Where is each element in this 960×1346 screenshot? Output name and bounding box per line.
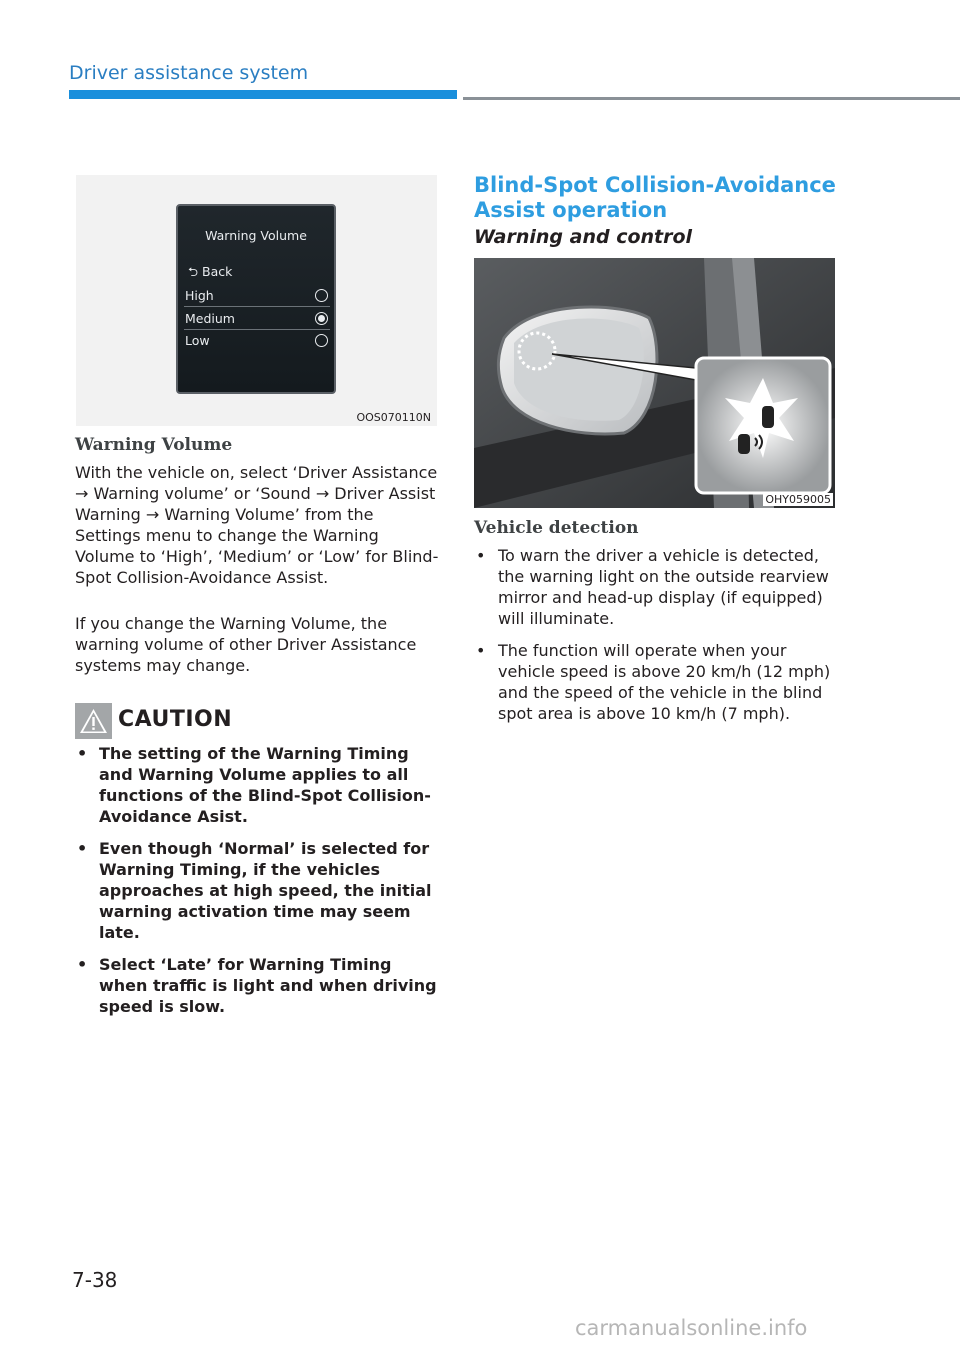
- detection-item: [474, 640, 838, 724]
- option-low[interactable]: [184, 330, 330, 352]
- detection-item-text: The function will operate when your vehicle speed is above 20 km/h (12 mph) and the speed of the vehicle in the blind spot area is above 10 km/h (7 mph).: [498, 641, 831, 723]
- caution-icon: [75, 703, 112, 739]
- page-header-title: Driver assistance system: [69, 62, 309, 84]
- option-label: High: [185, 288, 214, 303]
- option-medium[interactable]: [184, 308, 330, 330]
- caution-item: [75, 743, 439, 827]
- watermark: carmanualsonline.info: [575, 1316, 808, 1340]
- detection-item: [474, 545, 838, 629]
- vehicle-detection-heading: Vehicle detection: [474, 518, 639, 538]
- back-label: Back: [202, 264, 233, 279]
- page-number: 7-38: [72, 1268, 118, 1292]
- bullet-icon: •: [476, 546, 486, 565]
- radio-empty-icon[interactable]: [315, 334, 328, 347]
- caution-list: [75, 743, 439, 1028]
- warning-volume-figure: [76, 175, 437, 426]
- back-button[interactable]: [188, 263, 232, 284]
- option-label: Low: [185, 333, 210, 348]
- caution-item: [75, 838, 439, 943]
- bullet-icon: •: [476, 641, 486, 660]
- warning-volume-note: If you change the Warning Volume, the warning volume of other Driver Assistance systems may change.: [75, 614, 417, 675]
- cluster-screen: [176, 204, 336, 394]
- detection-item-text: To warn the driver a vehicle is detected, the warning light on the outside rearview mirror and head-up display (if equipped) will illuminate.: [498, 546, 829, 628]
- option-high[interactable]: [184, 285, 330, 307]
- warning-volume-paragraph: With the vehicle on, select ‘Driver Assistance → Warning volume’ or ‘Sound → Driver Assist Warning → Warning Volume’ from the Settings menu to change the Warning Volume to ‘High’, ‘Medium’ or ‘Low’ for Blind-Spot Collision-Avoidance Assist.: [75, 463, 439, 587]
- section-title-line: Blind-Spot Collision-Avoidance: [474, 173, 836, 197]
- figure-code: OOS070110N: [356, 411, 431, 424]
- caution-item-text: Even though ‘Normal’ is selected for Warning Timing, if the vehicles approaches at high speed, the initial warning activation time may seem late.: [99, 839, 432, 942]
- radio-empty-icon[interactable]: [315, 289, 328, 302]
- section-subtitle: Warning and control: [474, 226, 693, 248]
- caution-item: [75, 954, 439, 1017]
- back-arrow-icon: ⮌: [188, 264, 199, 279]
- section-title: [474, 173, 836, 223]
- figure-code: OHY059005: [765, 493, 831, 506]
- option-label: Medium: [185, 311, 235, 326]
- section-title-line: Assist operation: [474, 198, 668, 222]
- caution-label: CAUTION: [118, 707, 233, 732]
- warning-volume-heading: Warning Volume: [75, 435, 233, 455]
- caution-item-text: The setting of the Warning Timing and Warning Volume applies to all functions of the Blind-Spot Collision-Avoidance Asist.: [99, 744, 431, 826]
- caution-item-text: Select ‘Late’ for Warning Timing when traffic is light and when driving speed is slow.: [99, 955, 437, 1016]
- mirror-warning-figure: [474, 258, 835, 508]
- bullet-icon: •: [77, 955, 88, 974]
- header-rule-accent: [69, 90, 457, 99]
- bullet-icon: •: [77, 839, 88, 858]
- bullet-icon: •: [77, 744, 88, 763]
- screen-title: Warning Volume: [205, 228, 307, 243]
- option-separator: [184, 306, 330, 307]
- vehicle-detection-list: [474, 545, 838, 735]
- radio-selected-icon[interactable]: [315, 312, 328, 325]
- header-rule-grey: [463, 97, 960, 100]
